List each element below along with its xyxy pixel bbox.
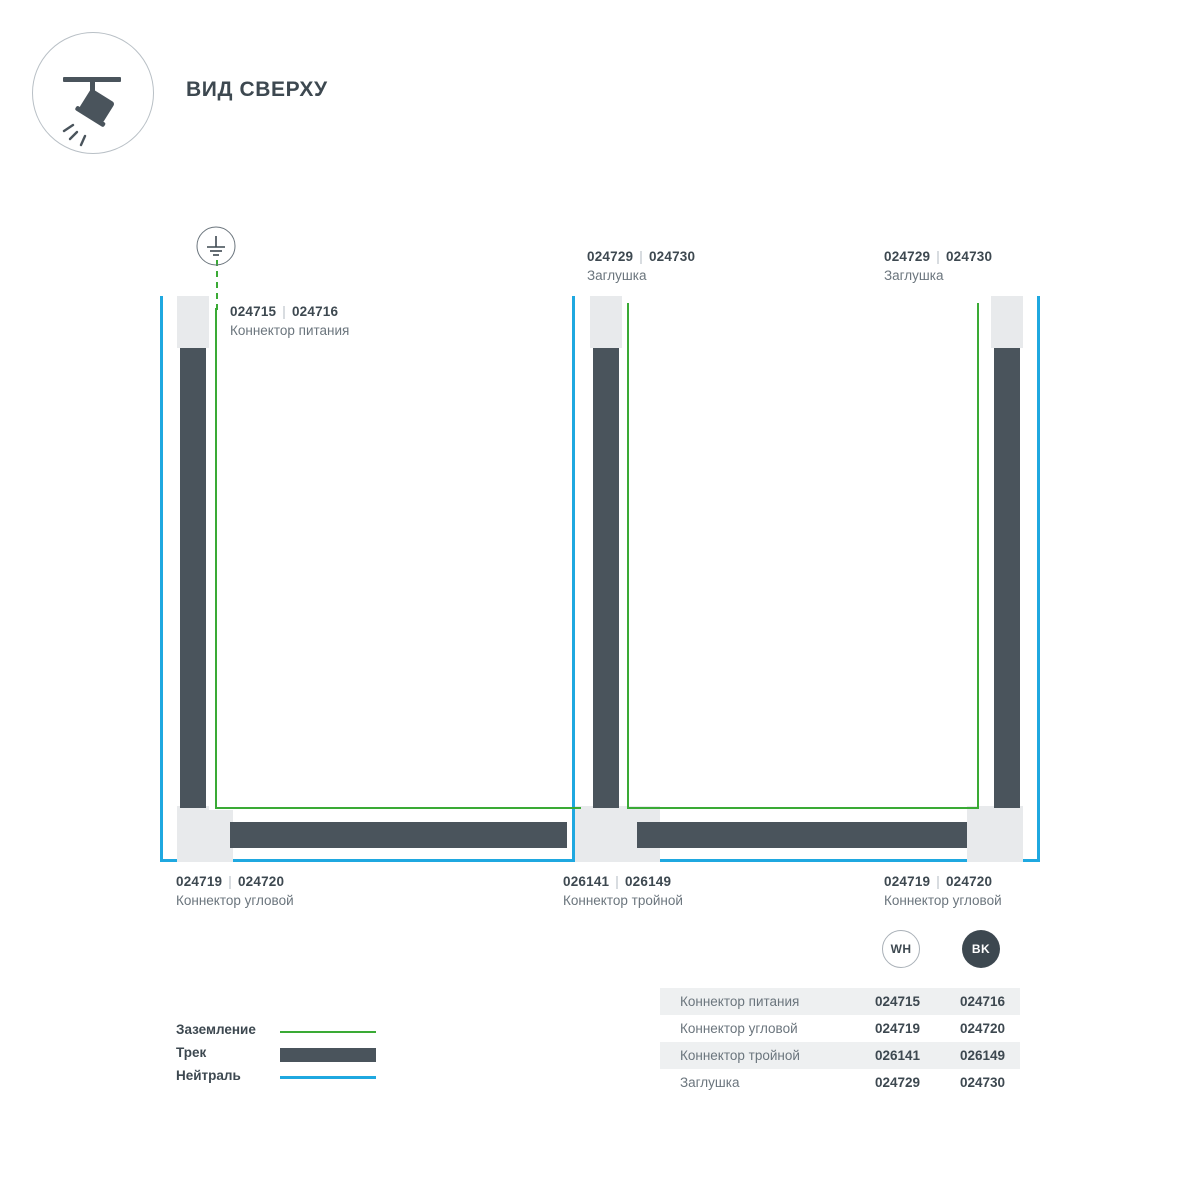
connector-block-power bbox=[177, 296, 209, 348]
table-cell-name: Заглушка bbox=[680, 1075, 740, 1090]
label-corner-left-code-white: 024719 bbox=[176, 874, 223, 889]
table-cell-wh: 024715 bbox=[875, 994, 921, 1009]
table-row bbox=[660, 1069, 1020, 1096]
table-row bbox=[660, 1015, 1020, 1042]
label-corner-right-code-white: 024719 bbox=[884, 874, 931, 889]
label-triple: 026141 | 026149 Коннектор тройной bbox=[563, 874, 683, 908]
table-cell-bk: 024720 bbox=[960, 1021, 1006, 1036]
label-corner-left: 024719 | 024720 Коннектор угловой bbox=[176, 874, 294, 908]
label-power-desc: Коннектор питания bbox=[230, 323, 350, 338]
legend-swatch-track bbox=[280, 1048, 376, 1062]
label-corner-right: 024719 | 024720 Коннектор угловой bbox=[884, 874, 1002, 908]
label-cap-right-desc: Заглушка bbox=[884, 268, 944, 283]
label-corner-left-code-black: 024720 bbox=[237, 874, 285, 889]
table-cell-wh: 026141 bbox=[875, 1048, 921, 1063]
ground-line-left-bottom bbox=[215, 807, 581, 809]
table-row bbox=[660, 1042, 1020, 1069]
legend-label-ground: Заземление bbox=[176, 1022, 256, 1037]
earth-ground-icon bbox=[196, 226, 236, 271]
track-bar-right-horizontal bbox=[637, 822, 967, 848]
label-corner-right-code-black: 024720 bbox=[945, 874, 993, 889]
label-cap-left-desc: Заглушка bbox=[587, 268, 647, 283]
track-bar-middle-vertical bbox=[593, 348, 619, 808]
table-cell-bk: 026149 bbox=[960, 1048, 1006, 1063]
label-corner-right-desc: Коннектор угловой bbox=[884, 893, 1002, 908]
legend bbox=[176, 1022, 386, 1091]
connector-block-cap-left bbox=[590, 296, 622, 348]
table-cell-name: Коннектор питания bbox=[680, 994, 800, 1009]
label-power-code-black: 024716 bbox=[291, 304, 339, 319]
label-cap-right-code-white: 024729 bbox=[884, 249, 931, 264]
legend-swatch-ground bbox=[280, 1031, 376, 1033]
table-cell-wh: 024719 bbox=[875, 1021, 921, 1036]
table-cell-wh: 024729 bbox=[875, 1075, 921, 1090]
table-cell-name: Коннектор тройной bbox=[680, 1048, 800, 1063]
label-power-connector: 024715 | 024716 Коннектор питания bbox=[230, 304, 350, 338]
label-cap-right-code-black: 024730 bbox=[945, 249, 993, 264]
label-cap-right: 024729 | 024730 Заглушка bbox=[884, 249, 993, 283]
neutral-line-left-outer bbox=[160, 296, 163, 862]
legend-label-track: Трек bbox=[176, 1045, 207, 1060]
ground-line-middle-vertical bbox=[627, 303, 629, 809]
label-triple-code-black: 026149 bbox=[624, 874, 672, 889]
sku-table bbox=[660, 930, 1020, 1096]
label-triple-code-white: 026141 bbox=[563, 874, 610, 889]
label-cap-left-code-white: 024729 bbox=[587, 249, 634, 264]
legend-item-ground bbox=[176, 1022, 386, 1045]
table-cell-name: Коннектор угловой bbox=[680, 1021, 798, 1036]
connector-block-corner-right bbox=[967, 806, 1023, 862]
table-header-badges bbox=[660, 930, 1020, 988]
ground-line-left-vertical bbox=[215, 308, 217, 809]
black-badge: BK bbox=[962, 930, 1000, 968]
white-badge: WH bbox=[882, 930, 920, 968]
connector-block-cap-right bbox=[991, 296, 1023, 348]
label-cap-left: 024729 | 024730 Заглушка bbox=[587, 249, 696, 283]
track-bar-right-vertical bbox=[994, 348, 1020, 808]
track-bar-left-horizontal bbox=[230, 822, 567, 848]
label-cap-left-code-black: 024730 bbox=[648, 249, 696, 264]
ground-line-right-bottom bbox=[627, 807, 979, 809]
legend-item-neutral bbox=[176, 1068, 386, 1091]
neutral-line-middle bbox=[572, 296, 575, 862]
page-title: ВИД СВЕРХУ bbox=[186, 78, 328, 101]
ground-line-right-vertical bbox=[977, 303, 979, 809]
table-cell-bk: 024716 bbox=[960, 994, 1006, 1009]
legend-item-track bbox=[176, 1045, 386, 1068]
table-cell-bk: 024730 bbox=[960, 1075, 1006, 1090]
legend-swatch-neutral bbox=[280, 1076, 376, 1079]
neutral-line-right-outer bbox=[1037, 296, 1040, 862]
track-bar-left-vertical bbox=[180, 348, 206, 808]
label-power-code-white: 024715 bbox=[230, 304, 277, 319]
table-row bbox=[660, 988, 1020, 1015]
label-triple-desc: Коннектор тройной bbox=[563, 893, 683, 908]
legend-label-neutral: Нейтраль bbox=[176, 1068, 241, 1083]
connector-block-corner-left-h bbox=[177, 810, 233, 862]
label-corner-left-desc: Коннектор угловой bbox=[176, 893, 294, 908]
